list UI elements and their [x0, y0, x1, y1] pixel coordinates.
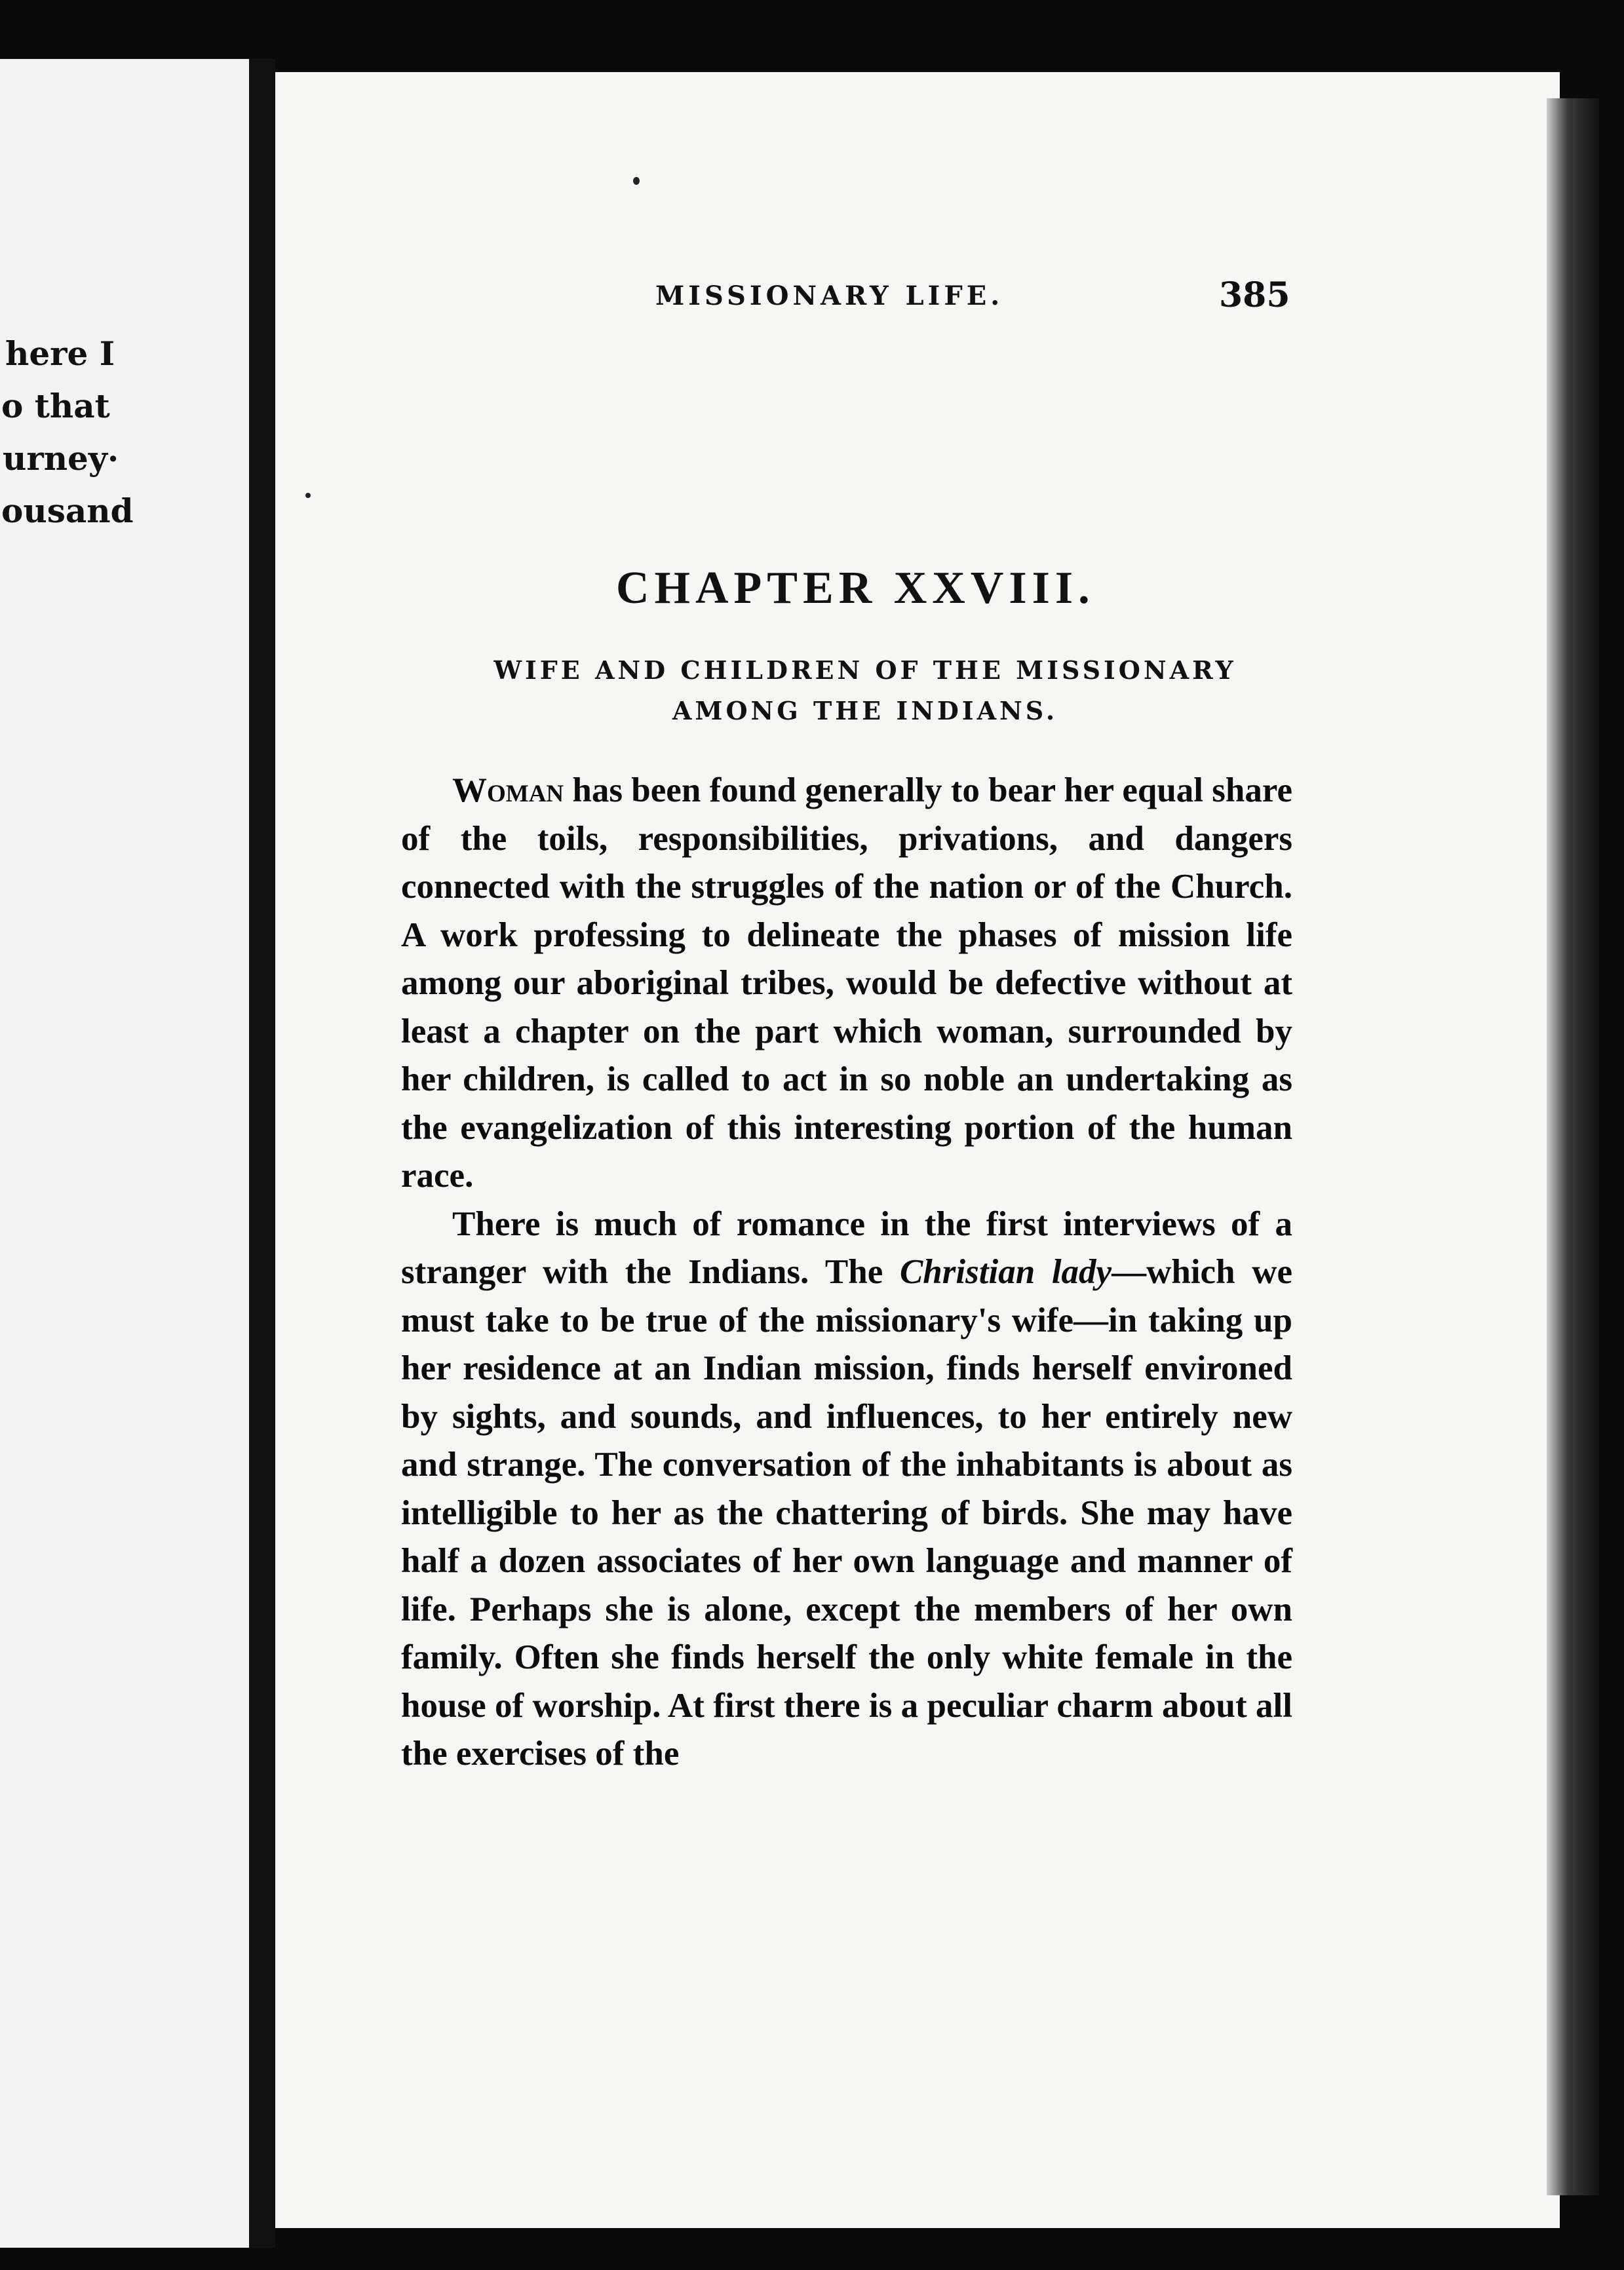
- paragraph-2: [401, 1201, 1292, 1779]
- left-page-line: o that: [1, 387, 110, 425]
- italic-phrase: Christian lady: [899, 1253, 1112, 1291]
- paragraph-1: [401, 767, 1292, 1201]
- chapter-subtitle-line-2: AMONG THE INDIANS.: [672, 696, 1058, 725]
- left-page-line: here I: [5, 334, 115, 373]
- left-page-line: urney·: [3, 439, 119, 478]
- scan-speck: [633, 177, 640, 185]
- paragraph-opening-word: Woman: [452, 771, 564, 809]
- page-number: 385: [1219, 275, 1290, 315]
- binding-shadow: [1547, 98, 1599, 2195]
- scan-speck: [305, 493, 311, 498]
- left-facing-page: [0, 59, 249, 2248]
- chapter-title: CHAPTER XXVIII.: [616, 563, 1095, 613]
- paragraph-2-text-start: There is much of romance in the first interviews of a stranger with the Indians. The: [401, 1204, 1292, 1291]
- paragraph-2-text-end: —which we must take to be true of the missionary's wife—in taking up her residence at an Indian mission, finds herself environed by sights, and sounds, and influences, to her entirely new and strange. The conversation of the inhabitants is about as intelligible to her as the chattering of birds. She may have half a dozen associates of her own language and manner of life. Perhaps she is alone, except the members of her own family. Often she finds herself the only white female in the house of worship. At first there is a peculiar charm about all the exercises of the: [401, 1253, 1293, 1773]
- body-text: [401, 767, 1292, 1779]
- page-gutter: [249, 59, 275, 2248]
- running-head: MISSIONARY LIFE.: [655, 280, 1004, 311]
- chapter-subtitle-line-1: WIFE AND CHILDREN OF THE MISSIONARY: [493, 655, 1237, 685]
- paragraph-1-text: has been found generally to bear her equal share of the toils, responsibilities, privations, and dangers connected with the struggles of the nation or of the Church. A work professing to delineate the phases of mission life among our aboriginal tribes, would be defective without at least a chapter on the part which woman, surrounded by her children, is called to act in so noble an undertaking as the evangelization of this interesting portion of the human race.: [401, 771, 1292, 1195]
- left-page-line: ousand: [1, 491, 134, 530]
